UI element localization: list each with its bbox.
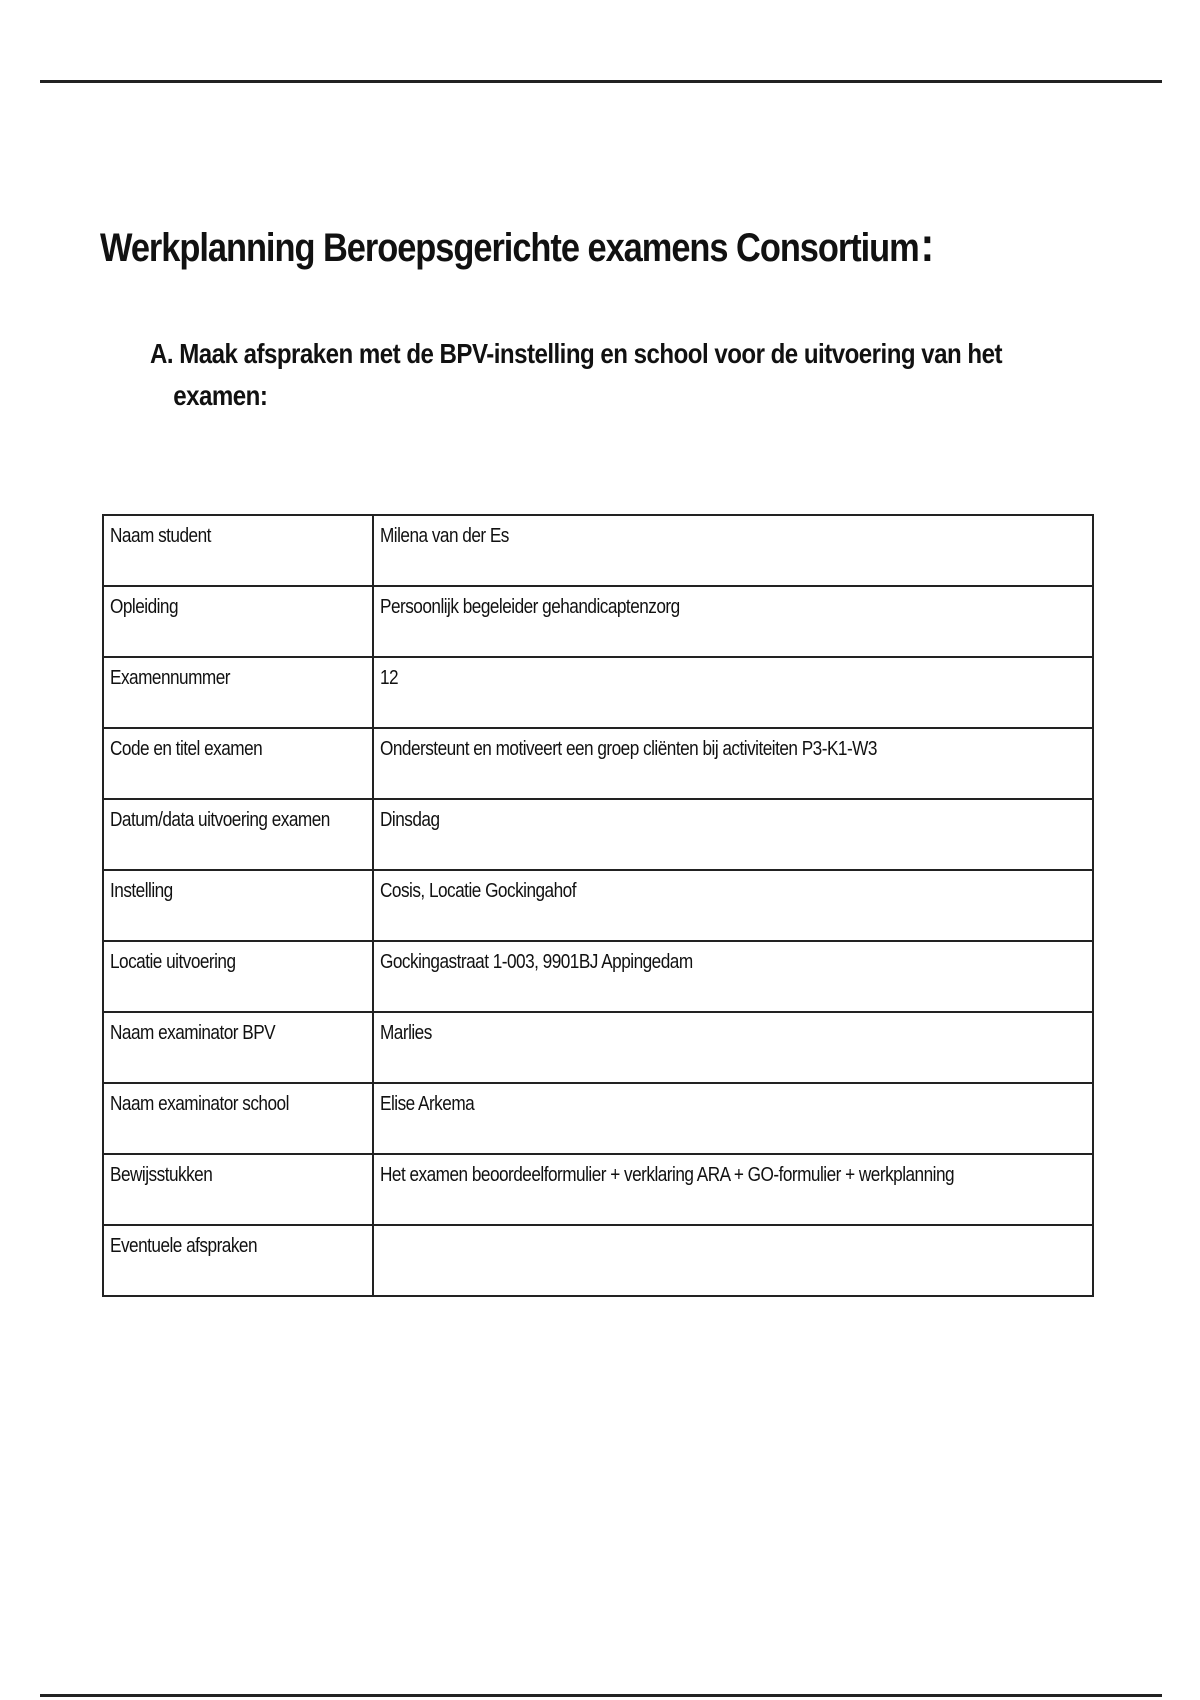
table-row (103, 870, 1093, 941)
row-label-cell (103, 799, 373, 870)
page-title (100, 218, 933, 273)
row-value: Elise Arkema (379, 1093, 474, 1115)
row-label-cell (103, 941, 373, 1012)
section-heading (150, 333, 1002, 417)
table-row (103, 657, 1093, 728)
row-value-cell (373, 1012, 1093, 1083)
row-value-cell (373, 799, 1093, 870)
row-label: Eventuele afspraken (110, 1235, 258, 1257)
table-row (103, 799, 1093, 870)
page-title-colon: : (920, 219, 934, 272)
table-row (103, 515, 1093, 586)
footer-rule (40, 1694, 1162, 1697)
row-value-cell (373, 1225, 1093, 1296)
row-value: Milena van der Es (379, 525, 509, 547)
row-label: Datum/data uitvoering examen (110, 809, 330, 831)
row-label: Naam examinator BPV (110, 1022, 276, 1044)
row-label: Instelling (110, 880, 173, 902)
row-value: Marlies (379, 1022, 432, 1044)
table-row (103, 586, 1093, 657)
row-value: 12 (379, 667, 398, 689)
row-label-cell (103, 515, 373, 586)
section-heading-line2: examen: (173, 380, 268, 411)
row-label-cell (103, 1083, 373, 1154)
row-value: Persoonlijk begeleider gehandicaptenzorg (379, 596, 680, 618)
row-value-cell (373, 657, 1093, 728)
row-label-cell (103, 657, 373, 728)
page-title-text: Werkplanning Beroepsgerichte examens Consortium (100, 226, 919, 270)
row-label-cell (103, 1154, 373, 1225)
row-value: Gockingastraat 1-003, 9901BJ Appingedam (379, 951, 693, 973)
row-label: Opleiding (110, 596, 179, 618)
table-row (103, 1154, 1093, 1225)
row-label-cell (103, 586, 373, 657)
row-label: Naam examinator school (110, 1093, 289, 1115)
row-label: Naam student (110, 525, 211, 547)
row-value-cell (373, 1083, 1093, 1154)
row-value: Cosis, Locatie Gockingahof (379, 880, 576, 902)
table-row (103, 1012, 1093, 1083)
table-row (103, 728, 1093, 799)
section-heading-line1: A. Maak afspraken met de BPV-instelling en school voor de uitvoering van het (150, 338, 1002, 369)
row-value-cell (373, 586, 1093, 657)
row-label: Code en titel examen (110, 738, 263, 760)
table-row (103, 941, 1093, 1012)
row-value-cell (373, 870, 1093, 941)
row-value-cell (373, 1154, 1093, 1225)
row-value-cell (373, 941, 1093, 1012)
row-value-cell (373, 515, 1093, 586)
table-row (103, 1083, 1093, 1154)
header-rule (40, 80, 1162, 83)
row-value: Dinsdag (379, 809, 440, 831)
row-label-cell (103, 1225, 373, 1296)
row-label-cell (103, 870, 373, 941)
row-value: Het examen beoordeelformulier + verklaring ARA + GO-formulier + werkplanning (379, 1164, 954, 1186)
exam-info-table (102, 514, 1094, 1297)
row-value-cell (373, 728, 1093, 799)
row-label: Examennummer (110, 667, 230, 689)
row-label-cell (103, 728, 373, 799)
table-row (103, 1225, 1093, 1296)
row-label-cell (103, 1012, 373, 1083)
row-label: Bewijsstukken (110, 1164, 213, 1186)
row-value: Ondersteunt en motiveert een groep cliënten bij activiteiten P3-K1-W3 (379, 738, 877, 760)
row-label: Locatie uitvoering (110, 951, 236, 973)
